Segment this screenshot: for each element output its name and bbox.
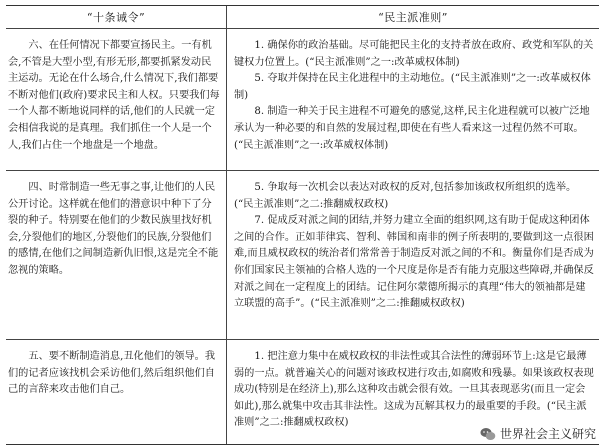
row-1-commandment: 六、在任何情况下都要宣扬民主。一有机会,不管是大型小型,有形无形,都要抓紧发动民主运动。无论在什么场合,什么情况下,我们都要不断对他们(政府)要求民主和人权。只要我们每一个人都不断地说同样的话,他们的人民就一定会相信我说的是真理。我们抓住一个人是一个人,我们占住一个地盘是一个地盘。 — [8, 40, 220, 151]
row-1-rule-3: 8. 制造一种关于民主进程不可避免的感觉,这样,民主化进程就可以被广泛地承认为一种必要的和自然的发展过程,即使在有些人看来这一过程仍然不可取。(“民主派准则”之一:改革威权体制) — [234, 106, 590, 151]
comparison-table — [6, 5, 599, 445]
row-3-commandment: 五、要不断制造消息,丑化他们的领导。我们的记者应该找机会采访他们,然后组织他们自己的言辞来攻击他们自己。 — [8, 351, 216, 396]
table-row-2-right — [234, 180, 594, 313]
watermark — [478, 425, 598, 442]
row-2-commandment: 四、时常制造一些无事之事,让他们的人民公开讨论。这样就在他们的潜意识中种下了分裂的种子。特别要在他们的少数民族里找好机会,分裂他们的地区,分裂他们的民族,分裂他们的感情,在他们之间制造新仇旧恨,这是完全不能忽视的策略。 — [8, 182, 219, 276]
table-row-1-left — [8, 38, 220, 154]
row-divider-2 — [6, 339, 599, 340]
row-1-rule-2: 5. 夺取并保持在民主化进程中的主动地位。(“民主派准则”之一:改革威权体制) — [234, 73, 591, 101]
row-1-rule-1: 1. 确保你的政治基础。尽可能把民主化的支持者放在政府、政党和军队的关键权力位置上。(“民主派准则”之一:改革威权体制) — [234, 40, 594, 68]
row-3-rule-1: 1. 把注意力集中在威权政权的非法性或其合法性的薄弱环节上:这是它最薄弱的一点。就普遍关心的问题对该政权进行攻击,如腐败和残暴。如果该政权表现成功(特别是在经济上),那么这种攻击就会很有效。一旦其表现恶劣(而且一定会如此),那么就集中攻击其非法性。这成为瓦解其权力的最重要的手段。(“民主派准则”之二:推翻威权政权) — [234, 351, 594, 429]
row-2-rule-2: 7. 促成反对派之间的团结,并努力建立全面的组织网,这有助于促成这种团体之间的合作。正如菲律宾、智利、韩国和南非的例子所表明的,要做到这一点很困难,而且威权政权的统治者们常常善于制造反对派之间的不和。衡量你们是否成为你们国家民主领袖的合格人选的一个尺度是你是否有能力克服这些障碍,并确保反对派之间在一定程度上的团结。记住阿尔蒙德所揭示的真理“伟大的领袖都是建立联盟的高手”。(“民主派准则”之二:推翻威权政权) — [234, 215, 594, 310]
table-row-1-right — [234, 38, 594, 154]
row-2-rule-1: 5. 争取每一次机会以表达对政权的反对,包括参加该政权所组织的选举。(“民主派准则”之二:推翻威权政权) — [234, 182, 577, 210]
row-divider-1 — [6, 170, 599, 171]
watermark-text: 世界社会主义研究 — [499, 427, 596, 441]
chat-bubble-icon — [480, 426, 496, 442]
column-divider — [226, 6, 227, 444]
table-row-3-right — [234, 349, 594, 432]
left-column-header: “十条诫令” — [86, 11, 146, 24]
table-row-2-left — [8, 180, 220, 280]
table-row-3-left — [8, 349, 220, 399]
right-column-header: “民主派准则” — [378, 11, 448, 24]
header-divider — [6, 28, 599, 29]
